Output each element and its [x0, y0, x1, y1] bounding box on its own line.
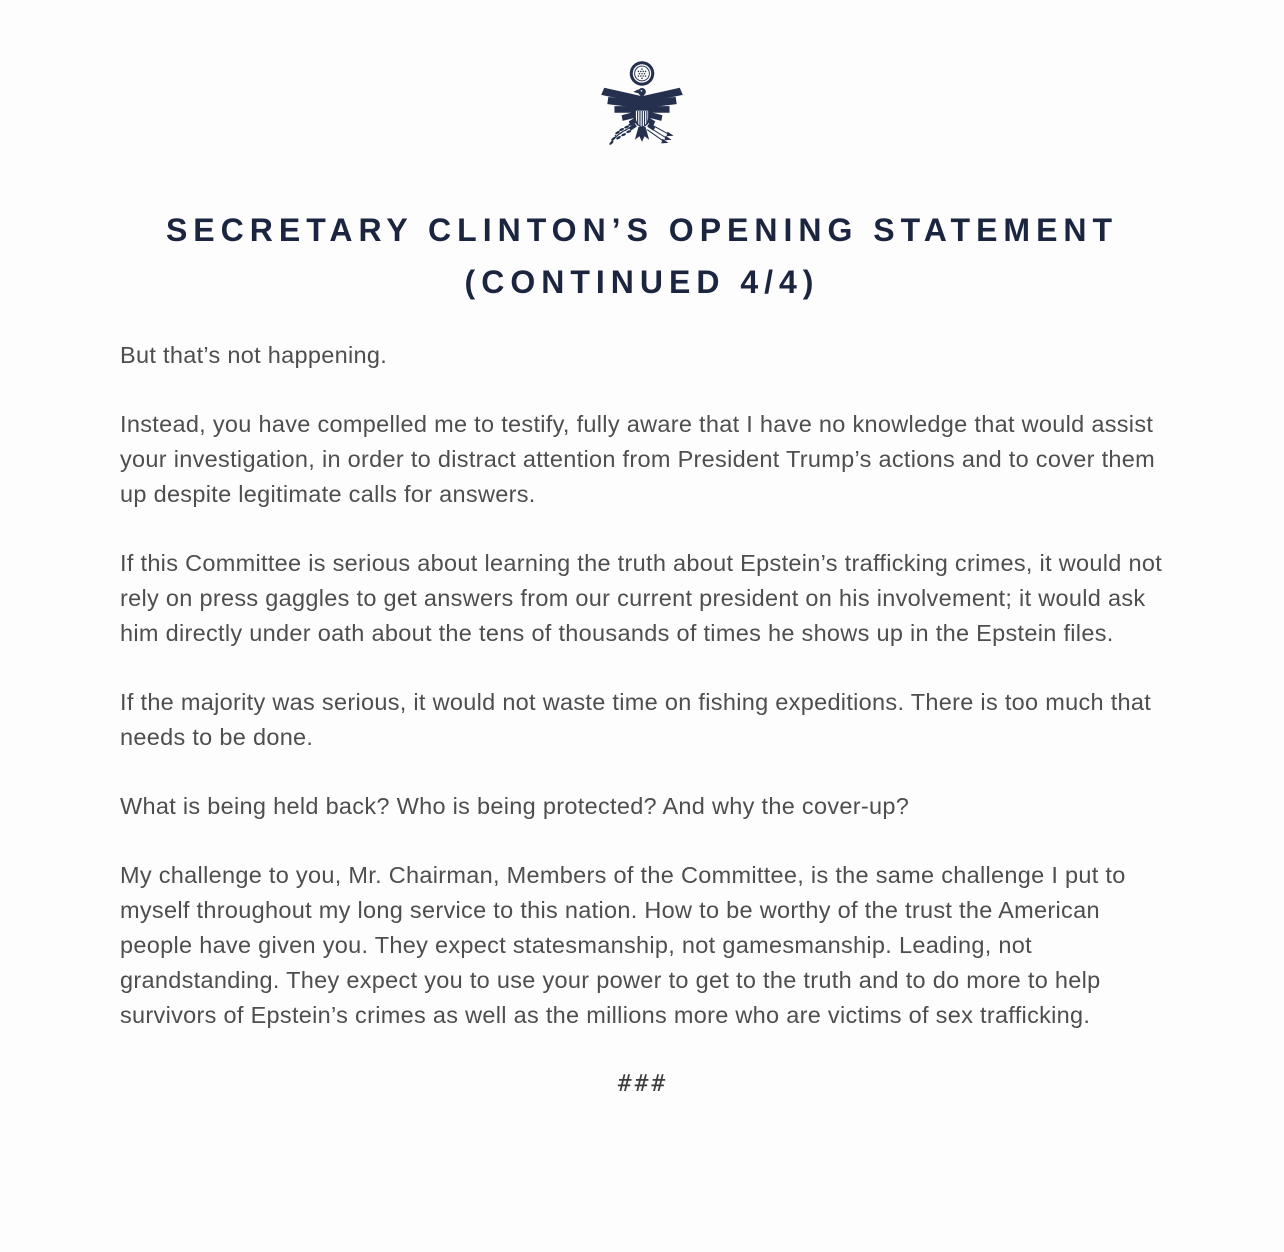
glory-rosette	[631, 63, 652, 84]
paragraph-5: What is being held back? Who is being protected? And why the cover-up?	[120, 793, 910, 819]
great-seal-eagle-icon	[591, 54, 693, 172]
eagle-shield	[635, 106, 648, 128]
eagle-tail	[635, 127, 649, 142]
paragraph-1: But that’s not happening.	[120, 342, 388, 368]
press-release-end-mark: ###	[617, 1071, 669, 1097]
statement-title	[0, 204, 1284, 308]
paragraph-4: If the majority was serious, it would not waste time on fishing expeditions. There is too much that needs to be done.	[120, 689, 1152, 750]
paragraph-3: If this Committee is serious about learning the truth about Epstein’s trafficking crimes, it would not rely on press gaggles to get answers from our current president on his involvement; it would ask him directly under oath about the tens of thousands of times he shows up in the Epstein files.	[120, 550, 1163, 646]
statement-body	[120, 338, 1166, 1102]
statement-title-line2: (CONTINUED 4/4)	[464, 264, 820, 300]
statement-title-line1: SECRETARY CLINTON’S OPENING STATEMENT	[165, 212, 1119, 248]
paragraph-6: My challenge to you, Mr. Chairman, Members of the Committee, is the same challenge I put to myself throughout my long service to this nation. How to be worthy of the trust the American people have given you. They expect statesmanship, not gamesmanship. Leading, not grandstanding. They expect you to use your power to get to the truth and to do more to help survivors of Epstein’s crimes as well as the millions more who are victims of sex trafficking.	[120, 862, 1126, 1028]
paragraph-2: Instead, you have compelled me to testify, fully aware that I have no knowledge that would assist your investigation, in order to distract attention from President Trump’s actions and to cover them up despite legitimate calls for answers.	[120, 411, 1156, 507]
